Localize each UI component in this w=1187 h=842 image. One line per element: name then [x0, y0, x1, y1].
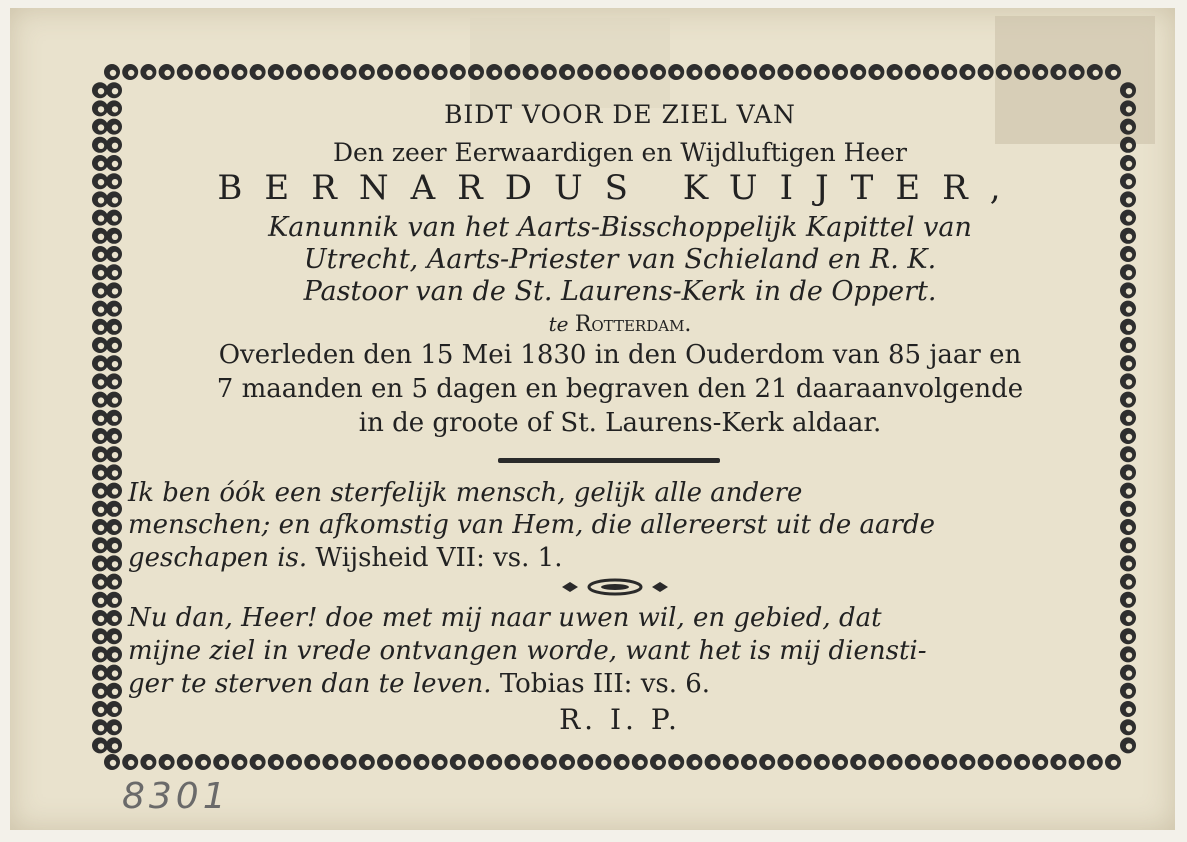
bead-icon [1120, 683, 1136, 699]
bead-icon [1105, 754, 1121, 770]
bead-icon [723, 754, 739, 770]
bead-icon [92, 282, 108, 298]
bead-icon [796, 754, 812, 770]
bead-icon [231, 64, 247, 80]
bead-icon [668, 64, 684, 80]
bead-icon [106, 701, 122, 717]
bead-icon [504, 64, 520, 80]
bead-icon [832, 64, 848, 80]
place-city: Rotterdam. [574, 312, 692, 337]
quote1-line1: Ik ben óók een sterfelijk mensch, gelijk alle andere [128, 478, 803, 508]
bead-icon [1120, 191, 1136, 207]
bead-icon [92, 301, 108, 317]
bead-icon [1032, 64, 1048, 80]
bead-icon [106, 464, 122, 480]
bead-icon [1087, 64, 1103, 80]
bead-icon [92, 592, 108, 608]
bead-icon [92, 719, 108, 735]
bead-icon [1120, 464, 1136, 480]
bead-icon [1120, 519, 1136, 535]
bead-icon [1120, 246, 1136, 262]
death-line-3: in de groote of St. Laurens-Kerk aldaar. [358, 408, 882, 438]
bead-icon [106, 137, 122, 153]
bead-icon [140, 64, 156, 80]
bead-icon [868, 64, 884, 80]
bead-icon [1120, 173, 1136, 189]
bead-icon [1120, 282, 1136, 298]
bead-icon [159, 754, 175, 770]
bead-icon [106, 264, 122, 280]
bead-icon [359, 754, 375, 770]
bead-icon [177, 64, 193, 80]
bead-icon [1087, 754, 1103, 770]
bead-icon [106, 446, 122, 462]
bead-icon [450, 64, 466, 80]
bead-icon [1120, 155, 1136, 171]
bead-icon [106, 210, 122, 226]
bead-icon [559, 754, 575, 770]
bead-icon [92, 373, 108, 389]
bead-icon [92, 501, 108, 517]
bead-icon [106, 373, 122, 389]
title-line-3: Pastoor van de St. Laurens-Kerk in de Oppert. [303, 276, 937, 307]
bead-icon [250, 64, 266, 80]
bead-icon [1120, 410, 1136, 426]
bead-icon [686, 754, 702, 770]
bead-icon [106, 537, 122, 553]
bead-icon [92, 100, 108, 116]
bead-icon [1014, 754, 1030, 770]
bead-icon [92, 537, 108, 553]
bead-icon [759, 64, 775, 80]
bead-icon [92, 701, 108, 717]
bead-icon [92, 173, 108, 189]
bead-icon [92, 191, 108, 207]
bead-icon [1120, 665, 1136, 681]
bead-icon [668, 754, 684, 770]
bead-icon [304, 754, 320, 770]
title-line-1: Kanunnik van het Aarts-Bisschoppelijk Kapittel van [268, 212, 972, 243]
bead-icon [286, 754, 302, 770]
bead-icon [286, 64, 302, 80]
bead-icon [941, 64, 957, 80]
bead-icon [341, 64, 357, 80]
bead-icon [92, 628, 108, 644]
bead-icon [106, 228, 122, 244]
bead-icon [140, 754, 156, 770]
bead-icon [1120, 701, 1136, 717]
bead-icon [106, 392, 122, 408]
bead-icon [1050, 64, 1066, 80]
bead-icon [705, 64, 721, 80]
bead-icon [1120, 737, 1136, 753]
bead-icon [850, 64, 866, 80]
bead-icon [1120, 537, 1136, 553]
bead-icon [577, 754, 593, 770]
bead-icon [1120, 428, 1136, 444]
bead-icon [814, 754, 830, 770]
bead-icon [106, 519, 122, 535]
bead-icon [1069, 754, 1085, 770]
bead-icon [195, 754, 211, 770]
bead-icon [486, 64, 502, 80]
bead-icon [106, 282, 122, 298]
bead-icon [1120, 228, 1136, 244]
bead-icon [106, 246, 122, 262]
bead-icon [723, 64, 739, 80]
bead-icon [1120, 137, 1136, 153]
bead-icon [541, 64, 557, 80]
bead-icon [231, 754, 247, 770]
bead-icon [1120, 301, 1136, 317]
bead-icon [92, 646, 108, 662]
bead-icon [92, 610, 108, 626]
quote1-reference: Wijsheid VII: vs. 1. [315, 543, 563, 573]
bead-icon [705, 754, 721, 770]
death-line-2: 7 maanden en 5 dagen en begraven den 21 daaraanvolgende [216, 374, 1024, 404]
bead-icon [322, 64, 338, 80]
bead-icon [632, 64, 648, 80]
bead-icon [905, 64, 921, 80]
bead-icon [1120, 501, 1136, 517]
bead-icon [106, 82, 122, 98]
bead-icon [106, 355, 122, 371]
bead-icon [268, 64, 284, 80]
quote2-line3-text: ger te sterven dan te leven. [128, 669, 492, 699]
bead-icon [814, 64, 830, 80]
bead-icon [1120, 210, 1136, 226]
bead-icon [106, 610, 122, 626]
bead-icon [504, 754, 520, 770]
bead-icon [1120, 337, 1136, 353]
bead-icon [650, 64, 666, 80]
death-line-1: Overleden den 15 Mei 1830 in den Ouderdom van 85 jaar en [218, 340, 1022, 370]
quote1-line3 [128, 543, 1103, 573]
bead-icon [104, 754, 120, 770]
bead-icon [159, 64, 175, 80]
quote2-line1: Nu dan, Heer! doe met mij naar uwen wil, en gebied, dat [128, 603, 882, 633]
bead-icon [486, 754, 502, 770]
bead-icon [92, 210, 108, 226]
bead-icon [1032, 754, 1048, 770]
quote1-line3-text: geschapen is. [128, 543, 308, 573]
quote2-reference: Tobias III: vs. 6. [499, 669, 711, 699]
bead-icon [106, 319, 122, 335]
bead-icon [106, 119, 122, 135]
bead-icon [1120, 82, 1136, 98]
bead-icon [92, 392, 108, 408]
bead-icon [978, 754, 994, 770]
quote1-line2: menschen; en afkomstig van Hem, die allereerst uit de aarde [128, 510, 935, 540]
bead-icon [887, 64, 903, 80]
bead-icon [1120, 555, 1136, 571]
bead-icon [996, 64, 1012, 80]
bead-icon [106, 719, 122, 735]
bead-icon [759, 754, 775, 770]
bead-icon [104, 64, 120, 80]
bead-icon [1069, 64, 1085, 80]
quote2-line3 [128, 669, 1103, 699]
bead-icon [106, 501, 122, 517]
bead-icon [92, 665, 108, 681]
bead-icon [595, 64, 611, 80]
bead-icon [92, 155, 108, 171]
bead-icon [523, 754, 539, 770]
bead-icon [959, 754, 975, 770]
bead-icon [106, 683, 122, 699]
bead-icon [777, 64, 793, 80]
quote2-line2: mijne ziel in vrede ontvangen worde, want het is mij diensti- [128, 636, 927, 666]
bead-icon [1014, 64, 1030, 80]
handwritten-number: 8301 [122, 776, 230, 817]
bead-icon [92, 119, 108, 135]
bead-icon [450, 754, 466, 770]
bead-icon [395, 754, 411, 770]
divider-rule [498, 458, 720, 463]
bead-icon [541, 754, 557, 770]
bead-icon [777, 754, 793, 770]
bead-icon [106, 665, 122, 681]
heading: BIDT VOOR DE ZIEL VAN [444, 100, 796, 129]
bead-icon [559, 64, 575, 80]
bead-icon [92, 446, 108, 462]
bead-icon [1120, 119, 1136, 135]
bead-icon [92, 319, 108, 335]
bead-icon [92, 737, 108, 753]
bead-icon [106, 592, 122, 608]
bead-icon [941, 754, 957, 770]
bead-icon [650, 754, 666, 770]
bead-icon [106, 100, 122, 116]
bead-icon [359, 64, 375, 80]
bead-icon [614, 754, 630, 770]
bead-icon [92, 355, 108, 371]
bead-icon [92, 264, 108, 280]
bead-icon [1120, 574, 1136, 590]
bead-icon [106, 628, 122, 644]
bead-icon [92, 246, 108, 262]
bead-icon [92, 574, 108, 590]
bead-icon [92, 82, 108, 98]
bead-icon [304, 64, 320, 80]
bead-icon [523, 64, 539, 80]
bead-icon [686, 64, 702, 80]
bead-icon [92, 428, 108, 444]
bead-icon [106, 155, 122, 171]
bead-icon [1050, 754, 1066, 770]
bead-icon [741, 754, 757, 770]
bead-icon [432, 754, 448, 770]
bead-icon [413, 754, 429, 770]
bead-icon [1120, 483, 1136, 499]
bead-icon [959, 64, 975, 80]
closing-rip: R. I. P. [559, 703, 681, 736]
bead-icon [377, 64, 393, 80]
bead-icon [395, 64, 411, 80]
place-line [135, 312, 1105, 337]
bead-icon [577, 64, 593, 80]
bead-icon [92, 410, 108, 426]
bead-icon [122, 754, 138, 770]
bead-icon [106, 337, 122, 353]
bead-icon [1120, 610, 1136, 626]
bead-icon [850, 754, 866, 770]
bead-icon [195, 64, 211, 80]
bead-icon [432, 64, 448, 80]
bead-icon [1105, 64, 1121, 80]
bead-icon [92, 483, 108, 499]
bead-icon [1120, 355, 1136, 371]
bead-icon [832, 754, 848, 770]
bead-icon [92, 519, 108, 535]
bead-icon [595, 754, 611, 770]
bead-icon [213, 64, 229, 80]
bead-icon [1120, 319, 1136, 335]
ornament-divider-icon [560, 578, 670, 596]
honorific: Den zeer Eerwaardigen en Wijdluftigen Heer [333, 138, 907, 167]
bead-icon [106, 191, 122, 207]
bead-icon [106, 428, 122, 444]
bead-icon [268, 754, 284, 770]
bead-icon [106, 574, 122, 590]
title-line-2: Utrecht, Aarts-Priester van Schieland en R. K. [303, 244, 937, 275]
bead-icon [1120, 628, 1136, 644]
bead-icon [887, 754, 903, 770]
bead-icon [106, 301, 122, 317]
bead-icon [868, 754, 884, 770]
bead-icon [996, 754, 1012, 770]
bead-icon [92, 683, 108, 699]
bead-icon [92, 137, 108, 153]
bead-icon [106, 646, 122, 662]
bead-icon [322, 754, 338, 770]
bead-icon [1120, 719, 1136, 735]
bead-icon [978, 64, 994, 80]
bead-icon [250, 754, 266, 770]
bead-icon [92, 555, 108, 571]
bead-icon [106, 737, 122, 753]
bead-icon [614, 64, 630, 80]
bead-icon [106, 173, 122, 189]
bead-icon [413, 64, 429, 80]
bead-icon [92, 228, 108, 244]
bead-icon [1120, 446, 1136, 462]
bead-icon [377, 754, 393, 770]
bead-icon [92, 464, 108, 480]
bead-icon [905, 754, 921, 770]
bead-icon [923, 64, 939, 80]
bead-icon [106, 483, 122, 499]
bead-icon [106, 410, 122, 426]
bead-icon [1120, 392, 1136, 408]
bead-icon [106, 555, 122, 571]
bead-icon [468, 64, 484, 80]
bead-icon [796, 64, 812, 80]
deceased-name: BERNARDUS KUIJTER, [217, 168, 1023, 208]
bead-icon [1120, 646, 1136, 662]
place-prefix: te [548, 312, 569, 336]
bead-icon [122, 64, 138, 80]
bead-icon [632, 754, 648, 770]
bead-icon [1120, 100, 1136, 116]
bead-icon [1120, 264, 1136, 280]
bead-icon [468, 754, 484, 770]
bead-icon [341, 754, 357, 770]
bead-icon [923, 754, 939, 770]
bead-icon [1120, 373, 1136, 389]
bead-icon [92, 337, 108, 353]
bead-icon [741, 64, 757, 80]
bead-icon [1120, 592, 1136, 608]
bead-icon [177, 754, 193, 770]
bead-icon [213, 754, 229, 770]
